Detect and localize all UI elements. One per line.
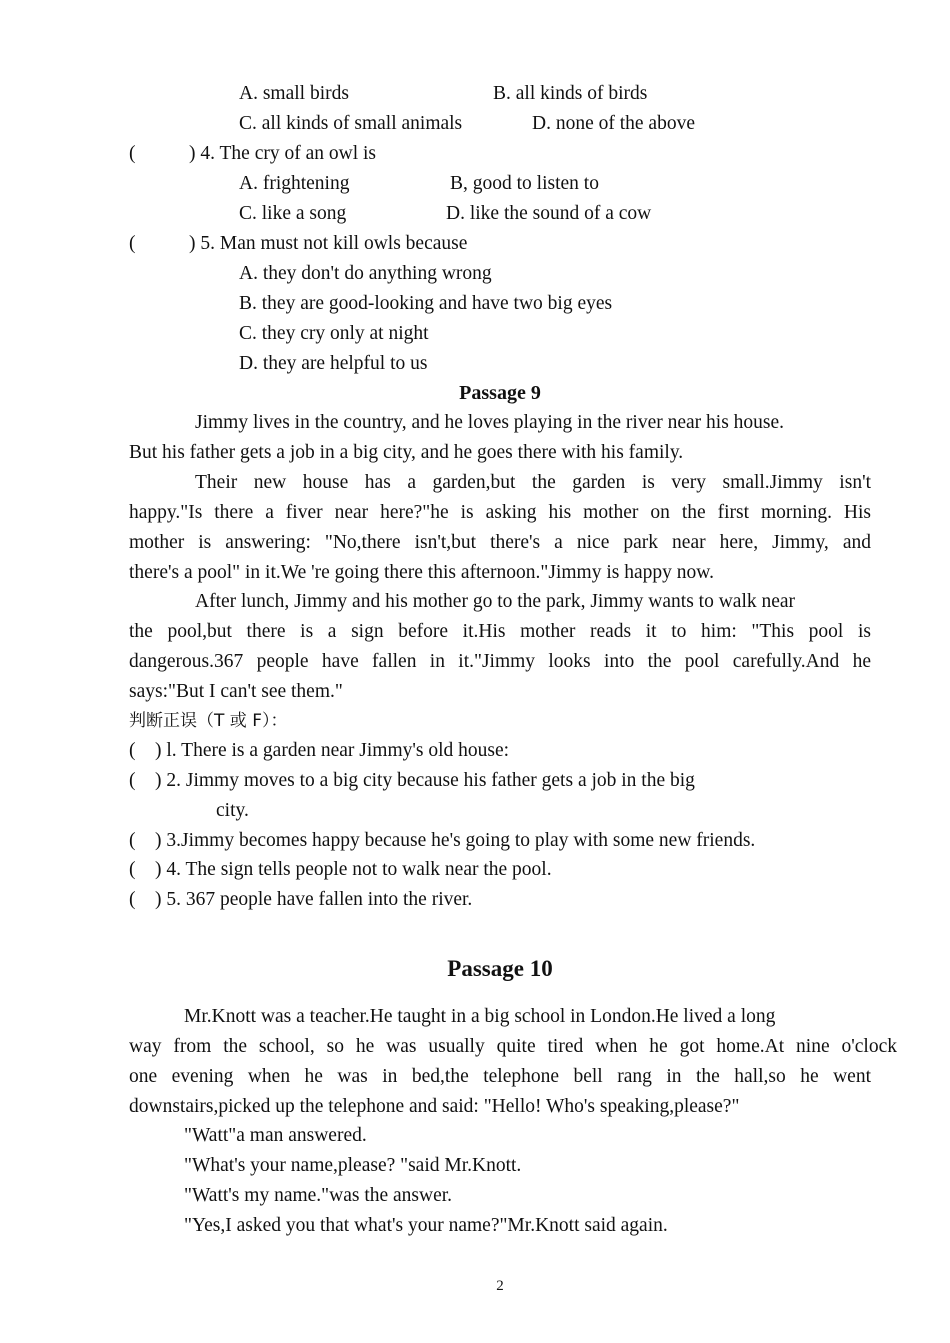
q3-option-d: D. none of the above xyxy=(532,113,695,134)
p9-para3-line4: says:"But I can't see them." xyxy=(129,681,343,702)
q5-option-d: D. they are helpful to us xyxy=(239,353,428,374)
p9-para2-line3: mother is answering: "No,there isn't,but there's a nice park near here, Jimmy, and xyxy=(129,532,871,553)
passage-9-title: Passage 9 xyxy=(459,382,541,404)
q4-answer-paren: ( xyxy=(129,143,136,164)
passage-10-title: Passage 10 xyxy=(447,956,553,981)
q4-option-c: C. like a song xyxy=(239,203,347,224)
p10-line-2: "Watt"a man answered. xyxy=(184,1125,367,1146)
p9-para3-line2: the pool,but there is a sign before it.His mother reads it to him: "This pool is xyxy=(129,621,871,642)
p9-instruction: 判断正误（T 或 F）： xyxy=(129,711,288,731)
p9-para3-line1: After lunch, Jimmy and his mother go to the park, Jimmy wants to walk near xyxy=(195,591,796,612)
p9-para2-line4: there's a pool" in it.We 're going there this afternoon."Jimmy is happy now. xyxy=(129,562,714,583)
q3-option-b: B. all kinds of birds xyxy=(493,83,648,104)
p10-para1-line2: way from the school, so he was usually quite tired when he got home.At nine o'clock xyxy=(129,1036,897,1057)
q4-stem: ) 4. The cry of an owl is xyxy=(189,143,377,164)
p10-line-5: "Yes,I asked you that what's your name?"Mr.Knott said again. xyxy=(184,1215,668,1236)
p9-para3-line3: dangerous.367 people have fallen in it."Jimmy looks into the pool carefully.And he xyxy=(129,651,871,672)
p9-question-3: ( ) 3.Jimmy becomes happy because he's going to play with some new friends. xyxy=(129,830,756,851)
p9-para1-line2: But his father gets a job in a big city, and he goes there with his family. xyxy=(129,442,684,463)
q5-answer-paren: ( xyxy=(129,233,136,254)
q4-option-b: B, good to listen to xyxy=(450,173,599,194)
p9-question-5: ( ) 5. 367 people have fallen into the river. xyxy=(129,889,473,910)
p9-para1-line1: Jimmy lives in the country, and he loves playing in the river near his house. xyxy=(195,412,785,433)
p10-para1-line4: downstairs,picked up the telephone and said: "Hello! Who's speaking,please?" xyxy=(129,1096,740,1117)
q4-option-d: D. like the sound of a cow xyxy=(446,203,652,224)
q3-option-a: A. small birds xyxy=(239,83,349,104)
q4-option-a: A. frightening xyxy=(239,173,350,194)
q5-option-b: B. they are good-looking and have two big eyes xyxy=(239,293,613,314)
p9-para2-line2: happy."Is there a fiver near here?"he is asking his mother on the first morning. His xyxy=(129,502,871,523)
p9-para2-line1: Their new house has a garden,but the garden is very small.Jimmy isn't xyxy=(195,472,871,493)
p10-line-4: "Watt's my name."was the answer. xyxy=(184,1185,453,1206)
p10-line-3: "What's your name,please? "said Mr.Knott. xyxy=(184,1155,522,1176)
q5-option-a: A. they don't do anything wrong xyxy=(239,263,492,284)
p10-para1-line1: Mr.Knott was a teacher.He taught in a big school in London.He lived a long xyxy=(184,1006,776,1027)
p9-question-1: ( ) l. There is a garden near Jimmy's old house: xyxy=(129,740,510,761)
p9-question-2-cont: city. xyxy=(216,800,249,821)
p9-question-4: ( ) 4. The sign tells people not to walk near the pool. xyxy=(129,859,552,880)
page-number: 2 xyxy=(496,1278,504,1294)
q3-option-c: C. all kinds of small animals xyxy=(239,113,463,134)
p10-para1-line3: one evening when he was in bed,the telephone bell rang in the hall,so he went xyxy=(129,1066,871,1087)
q5-stem: ) 5. Man must not kill owls because xyxy=(189,233,468,254)
q5-option-c: C. they cry only at night xyxy=(239,323,429,344)
p9-question-2: ( ) 2. Jimmy moves to a big city because his father gets a job in the big xyxy=(129,770,695,791)
